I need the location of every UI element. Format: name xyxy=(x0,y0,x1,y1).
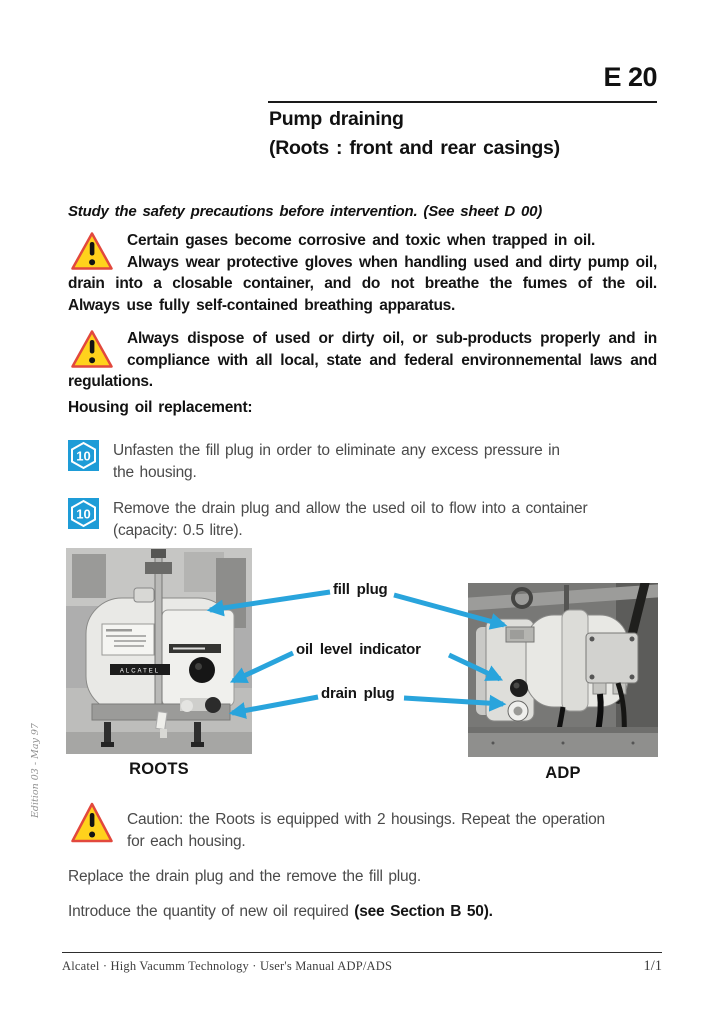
section-heading: Housing oil replacement: xyxy=(68,399,253,416)
page-title: Pump draining xyxy=(269,108,404,130)
warning-triangle-icon xyxy=(70,231,114,271)
page-subtitle: (Roots : front and rear casings) xyxy=(269,137,560,159)
caution-text xyxy=(127,800,668,852)
caution-line-2: for each housing. xyxy=(127,832,246,850)
page-number: 1/1 xyxy=(643,958,662,974)
warning-triangle-icon xyxy=(70,329,114,369)
step-number-badge-icon xyxy=(68,498,99,529)
footer-manual-title: Alcatel · High Vacumm Technology · User's Manual ADP/ADS xyxy=(62,959,393,973)
caution-block xyxy=(68,800,668,852)
fill-plug-label: fill plug xyxy=(333,581,388,598)
header-rule xyxy=(268,101,657,103)
pump-brand-label: ALCATEL xyxy=(119,668,161,675)
introduce-instruction xyxy=(68,903,493,921)
oil-level-indicator-label: oil level indicator xyxy=(296,641,421,658)
warning-gas xyxy=(68,230,657,316)
step-number: 10 xyxy=(76,448,91,464)
caution-line-1: Caution: the Roots is equipped with 2 housings. Repeat the operation xyxy=(127,811,605,828)
warning-gas-text: Always wear protective gloves when handling used and dirty pump oil, drain into a closable container, and do not breathe the fumes of the oil. Always use fully self-contained breathing apparatus. xyxy=(68,253,657,314)
step-2 xyxy=(68,498,587,541)
warning-disposal xyxy=(68,328,657,393)
step-number: 10 xyxy=(76,506,91,522)
step-1 xyxy=(68,440,560,483)
warning-gas-first-line: Certain gases become corrosive and toxic when trapped in oil. xyxy=(127,232,596,249)
edition-note: Edition 03 - May 97 xyxy=(30,723,41,818)
roots-caption: ROOTS xyxy=(129,760,189,778)
footer-rule xyxy=(62,952,662,953)
warning-triangle-icon xyxy=(70,801,114,845)
adp-caption: ADP xyxy=(545,764,581,782)
step-1-line-1: Unfasten the fill plug in order to eliminate any excess pressure in xyxy=(113,442,560,459)
step-1-line-2: the housing. xyxy=(113,463,197,481)
replace-instruction: Replace the drain plug and the remove the fill plug. xyxy=(68,868,421,885)
introduce-text: Introduce the quantity of new oil required xyxy=(68,903,355,920)
drain-plug-label: drain plug xyxy=(321,685,395,702)
step-2-line-1: Remove the drain plug and allow the used oil to flow into a container xyxy=(113,500,588,517)
warning-disposal-text: Always dispose of used or dirty oil, or sub-products properly and in compliance with all local, state and federal environnemental laws and regulations. xyxy=(68,330,657,390)
footer xyxy=(62,958,662,975)
safety-precaution-note: Study the safety precautions before intervention. (See sheet D 00) xyxy=(68,203,543,220)
doc-code: E 20 xyxy=(603,62,657,92)
section-reference: (see Section B 50). xyxy=(354,903,493,920)
step-2-line-2: (capacity: 0.5 litre). xyxy=(113,521,243,539)
roots-pump-photo xyxy=(66,548,252,754)
step-2-text xyxy=(113,498,587,541)
step-1-text xyxy=(113,440,560,483)
adp-pump-photo xyxy=(468,583,658,757)
step-number-badge-icon xyxy=(68,440,99,471)
